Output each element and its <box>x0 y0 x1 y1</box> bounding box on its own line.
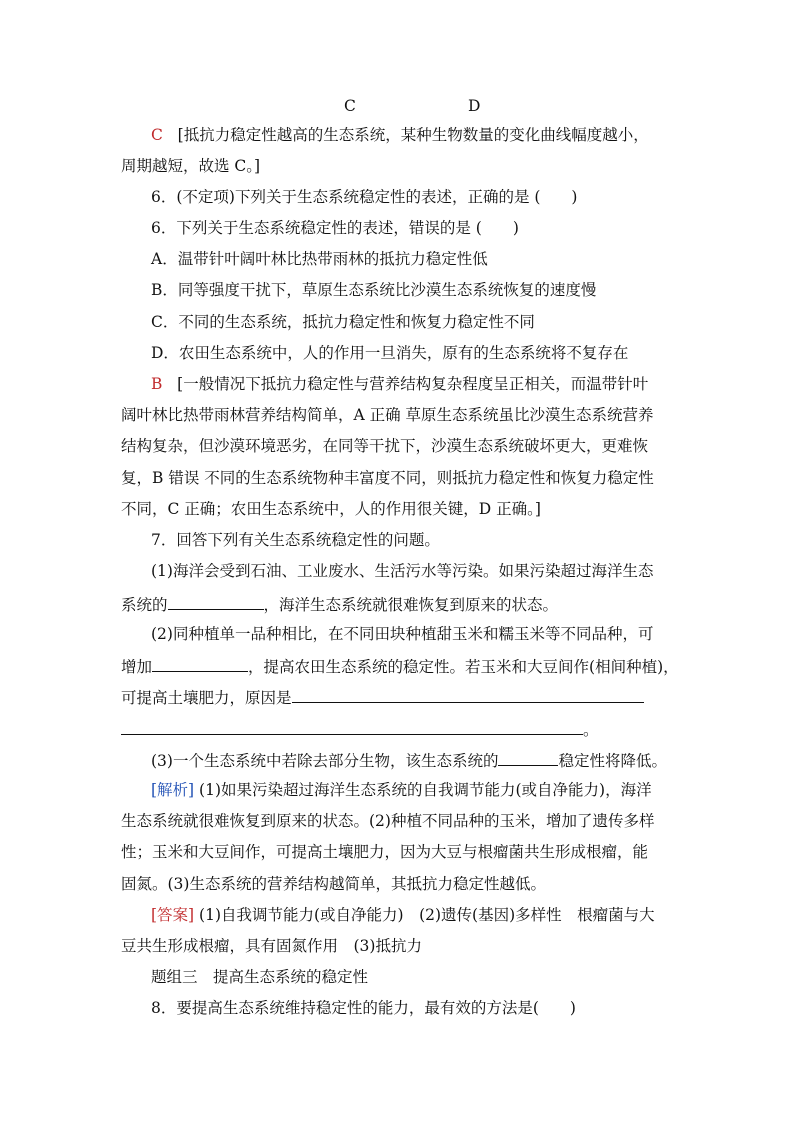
q7-part2-line-4 <box>121 718 599 740</box>
q7-part3-pre: (3)一个生态系统中若除去部分生物，该生态系统的 <box>151 752 499 770</box>
answer-text-1: (1)自我调节能力(或自净能力) (2)遗传(基因)多样性 根瘤菌与大 <box>194 906 655 924</box>
q6-explanation-line-1 <box>151 374 648 394</box>
q7-blank-4[interactable] <box>498 749 558 766</box>
figure-label-c: C <box>344 97 356 115</box>
q7-analysis-line-3: 性；玉米和大豆间作，可提高土壤肥力，因为大豆与根瘤菌共生形成根瘤，能 <box>121 843 649 861</box>
q7-stem: 7．回答下列有关生态系统稳定性的问题。 <box>151 531 440 549</box>
q6-option-b: B．同等强度干扰下，草原生态系统比沙漠生态系统恢复的速度慢 <box>151 281 597 299</box>
q7-part2-line-3 <box>121 686 644 708</box>
q7-part3 <box>151 749 667 771</box>
q7-part1-line-1: (1)海洋会受到石油、工业废水、生活污水等污染。如果污染超过海洋生态 <box>151 562 654 580</box>
analysis-tag: [解析] <box>151 781 195 799</box>
q6-explanation-line-5: 不同，C 正确；农田生态系统中，人的作用很关键，D 正确。] <box>121 500 541 518</box>
q6-explanation-line-4: 复，B 错误 不同的生态系统物种丰富度不同，则抵抗力稳定性和恢复力稳定性 <box>121 469 654 487</box>
q5-answer-letter: C <box>151 126 163 144</box>
q7-answer-line-2: 豆共生形成根瘤，具有固氮作用 (3)抵抗力 <box>121 937 422 955</box>
q7-part1-post: ，海洋生态系统就很难恢复到原来的状态。 <box>263 596 559 614</box>
q7-blank-3a[interactable] <box>292 686 644 703</box>
q6-stem-alt: 6．(不定项)下列关于生态系统稳定性的表述，正确的是 ( ) <box>151 188 578 206</box>
q7-part2-line-1: (2)同种植单一品种相比，在不同田块种植甜玉米和糯玉米等不同品种，可 <box>151 625 654 643</box>
q5-explanation-line-2: 周期越短，故选 C。] <box>121 157 261 175</box>
q7-analysis-line-4: 固氮。(3)生态系统的营养结构越简单，其抵抗力稳定性越低。 <box>121 875 546 893</box>
q7-answer-line-1 <box>151 905 655 925</box>
q7-part1-line-2 <box>121 593 558 615</box>
q8-stem: 8．要提高生态系统维持稳定性的能力，最有效的方法是( ) <box>151 999 576 1017</box>
q7-part1-pre: 系统的 <box>121 596 168 614</box>
figure-label-d: D <box>468 97 481 115</box>
q6-explanation-line-2: 阔叶林比热带雨林营养结构简单，A 正确 草原生态系统虽比沙漠生态系统营养 <box>121 406 654 424</box>
q7-analysis-line-2: 生态系统就很难恢复到原来的状态。(2)种植不同品种的玉米，增加了遗传多样 <box>121 812 655 830</box>
q6-option-c: C．不同的生态系统，抵抗力稳定性和恢复力稳定性不同 <box>151 313 535 331</box>
q6-explanation-line-3: 结构复杂，但沙漠环境恶劣，在同等干扰下，沙漠生态系统破坏更大，更难恢 <box>121 437 649 455</box>
answer-tag: [答案] <box>151 906 195 924</box>
q6-expl-1: [一般情况下抵抗力稳定性与营养结构复杂程度呈正相关，而温带针叶 <box>177 375 649 393</box>
q7-part2-pre: 增加 <box>121 658 153 676</box>
section-title: 题组三 提高生态系统的稳定性 <box>151 968 369 986</box>
q6-answer-letter: B <box>151 375 163 393</box>
q7-blank-1[interactable] <box>168 593 264 610</box>
q6-option-d: D．农田生态系统中，人的作用一旦消失，原有的生态系统将不复存在 <box>151 344 629 362</box>
q7-blank-3b[interactable] <box>121 718 583 735</box>
q5-explanation-line-1 <box>151 125 649 145</box>
analysis-text-1: (1)如果污染超过海洋生态系统的自我调节能力(或自净能力)，海洋 <box>194 781 652 799</box>
q6-stem: 6．下列关于生态系统稳定性的表述，错误的是 ( ) <box>151 219 519 237</box>
q7-part2-line-2 <box>121 655 679 677</box>
q5-expl-1: [抵抗力稳定性越高的生态系统，某种生物数量的变化曲线幅度越小， <box>177 126 649 144</box>
q7-analysis-line-1 <box>151 780 652 800</box>
q6-option-a: A．温带针叶阔叶林比热带雨林的抵抗力稳定性低 <box>151 250 488 268</box>
q7-part2-post: ，提高农田生态系统的稳定性。若玉米和大豆间作(相间种植)， <box>248 658 679 676</box>
q7-part3-post: 稳定性将降低。 <box>558 752 667 770</box>
q7-blank-2[interactable] <box>152 655 248 672</box>
q7-part2-reason-pre: 可提高土壤肥力，原因是 <box>121 689 292 707</box>
q7-part2-end: 。 <box>583 721 599 739</box>
